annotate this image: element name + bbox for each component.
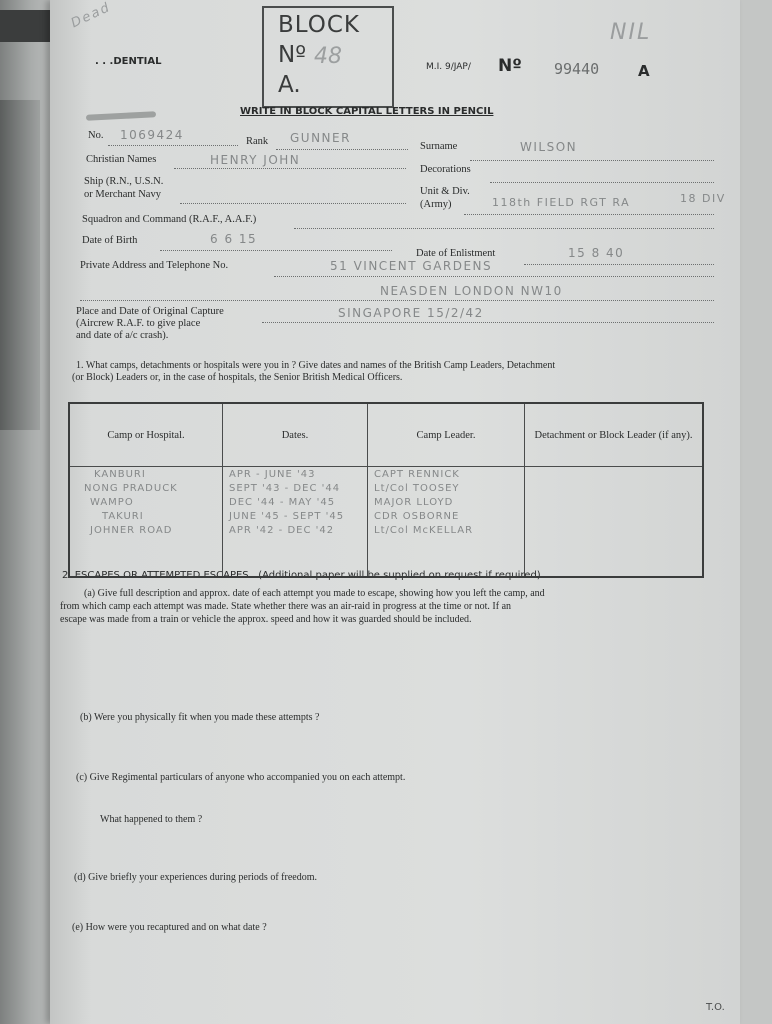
page-edge-shadow <box>0 100 40 430</box>
camp-entry: KANBURI <box>94 469 146 480</box>
leader-column <box>368 467 525 578</box>
stamp-number: 48 <box>314 44 342 69</box>
nil-note: NIL <box>610 20 652 45</box>
dates-entry: JUNE '45 - SEPT '45 <box>229 511 345 522</box>
surname-line <box>470 160 714 161</box>
unit-label-1: Unit & Div. <box>420 186 470 197</box>
surname-value: WILSON <box>520 140 578 154</box>
leader-entry: MAJOR LLOYD <box>374 497 454 508</box>
detachment-column <box>525 467 704 578</box>
unit-value: 118th FIELD RGT RA <box>492 196 631 209</box>
rank-line <box>276 149 408 150</box>
address-value-1: 51 VINCENT GARDENS <box>330 259 493 273</box>
question-2c-text: (c) Give Regimental particulars of anyone who accompanied you on each attempt. <box>76 772 406 783</box>
decorations-line <box>490 182 714 183</box>
address-line-2 <box>80 300 714 301</box>
header-detachment-leader: Detachment or Block Leader (if any). <box>525 403 704 467</box>
address-value-2: NEASDEN LONDON NW10 <box>380 284 563 298</box>
camp-entry: NONG PRADUCK <box>84 483 178 494</box>
ship-label-1: Ship (R.N., U.S.N. <box>84 176 164 187</box>
camp-entry: WAMPO <box>90 497 134 508</box>
rank-label: Rank <box>246 136 269 147</box>
christian-names-value: HENRY JOHN <box>210 153 301 167</box>
number-label: Nº <box>498 56 522 76</box>
enlistment-label: Date of Enlistment <box>416 248 496 259</box>
corner-handwritten-note: Dead <box>68 0 114 32</box>
escapes-heading-note: (Additional paper will be supplied on request if required). <box>258 570 544 581</box>
unit-division: 18 DIV <box>680 192 726 205</box>
header-camp: Camp or Hospital. <box>69 403 223 467</box>
question-2c-sub-text: What happened to them ? <box>100 814 203 825</box>
date-of-birth-label: Date of Birth <box>82 235 138 246</box>
block-stamp <box>262 6 394 108</box>
capture-label-3: and date of a/c crash). <box>76 330 169 341</box>
form-reference: M.I. 9/JAP/ <box>426 62 471 72</box>
surname-label: Surname <box>420 141 458 152</box>
stamp-a-text: A. <box>278 72 301 98</box>
stamp-block-text: BLOCK <box>278 12 361 38</box>
instruction-heading: WRITE IN BLOCK CAPITAL LETTERS IN PENCIL <box>240 106 494 117</box>
capture-label-2: (Aircrew R.A.F. to give place <box>76 318 201 329</box>
question-2a-text-3: escape was made from a train or vehicle the approx. speed and how it was guarded should be included. <box>60 614 472 625</box>
classification-label: . . .DENTIAL <box>95 56 162 67</box>
stamp-no-text: Nº <box>278 42 307 68</box>
camps-table <box>68 402 704 578</box>
paper-clip-mark <box>86 111 156 121</box>
ship-line <box>180 203 406 204</box>
header-camp-leader: Camp Leader. <box>368 403 525 467</box>
camps-table-body <box>69 467 703 578</box>
enlistment-line <box>524 264 714 265</box>
christian-names-line <box>174 168 406 169</box>
unit-line <box>464 214 714 215</box>
escapes-heading-text: 2. ESCAPES OR ATTEMPTED ESCAPES. <box>62 570 252 581</box>
enlistment-value: 15 8 40 <box>568 246 625 260</box>
camp-entry: JOHNER ROAD <box>90 525 173 536</box>
squadron-line <box>294 228 714 229</box>
question-2e-text: (e) How were you recaptured and on what date ? <box>72 922 267 933</box>
serial-suffix: A <box>638 62 650 80</box>
leader-entry: CAPT RENNICK <box>374 469 460 480</box>
camps-table-header <box>69 403 703 467</box>
no-line <box>108 145 238 146</box>
serial-number: 99440 <box>554 60 600 78</box>
address-line-1 <box>274 276 714 277</box>
header-dates: Dates. <box>223 403 368 467</box>
dob-line <box>160 250 392 251</box>
leader-entry: Lt/Col TOOSEY <box>374 483 460 494</box>
decorations-label: Decorations <box>420 164 471 175</box>
capture-value: SINGAPORE 15/2/42 <box>338 306 484 320</box>
capture-line <box>262 322 714 323</box>
christian-names-label: Christian Names <box>86 154 157 165</box>
camp-column <box>69 467 223 578</box>
rank-value: GUNNER <box>290 131 351 145</box>
dates-column <box>223 467 368 578</box>
question-2a-text-2: from which camp each attempt was made. State whether there was an air-raid in progress at the time or not. If an <box>60 601 512 612</box>
dates-entry: DEC '44 - MAY '45 <box>229 497 336 508</box>
ship-label-2: or Merchant Navy <box>84 189 161 200</box>
question-2b-text: (b) Were you physically fit when you made these attempts ? <box>80 712 320 723</box>
question-2d-text: (d) Give briefly your experiences during periods of freedom. <box>74 872 317 883</box>
dates-entry: APR - JUNE '43 <box>229 469 316 480</box>
question-1-text: 1. What camps, detachments or hospitals were you in ? Give dates and names of the British Camp Leaders, Detachment <box>76 360 556 371</box>
dates-entry: APR '42 - DEC '42 <box>229 525 335 536</box>
squadron-label: Squadron and Command (R.A.F., A.A.F.) <box>82 214 257 225</box>
capture-label-1: Place and Date of Original Capture <box>76 306 224 317</box>
dates-entry: SEPT '43 - DEC '44 <box>229 483 341 494</box>
address-label: Private Address and Telephone No. <box>80 260 229 271</box>
camp-entry: TAKURI <box>102 511 144 522</box>
no-label: No. <box>88 130 104 141</box>
leader-entry: CDR OSBORNE <box>374 511 460 522</box>
unit-label-2: (Army) <box>420 199 452 210</box>
question-1-text-cont: (or Block) Leaders or, in the case of hospitals, the Senior British Medical Officers. <box>72 372 403 383</box>
date-of-birth-value: 6 6 15 <box>210 232 258 246</box>
bottom-note-to: T.O. <box>706 1002 725 1013</box>
next-page-edge <box>737 0 772 1024</box>
leader-entry: Lt/Col McKELLAR <box>374 525 474 536</box>
question-2a-text: (a) Give full description and approx. date of each attempt you made to escape, showing how you left the camp, and <box>84 588 545 599</box>
no-value: 1069424 <box>120 128 184 142</box>
